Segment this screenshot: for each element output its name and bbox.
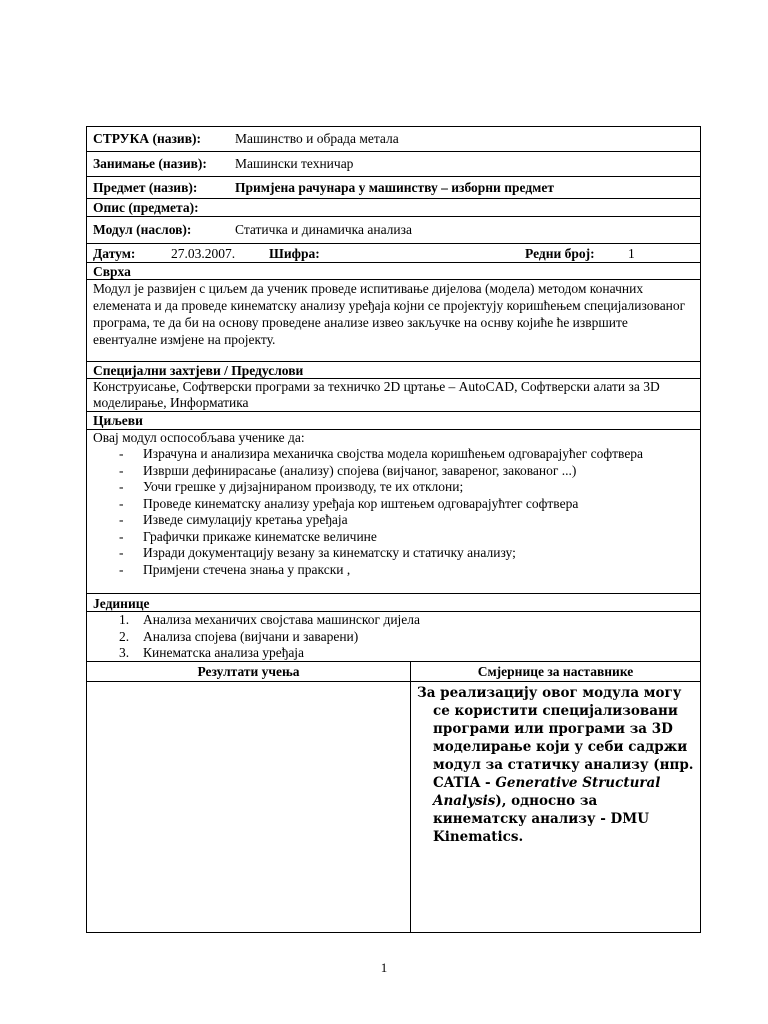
col-header-guidelines: Смјернице за наставнике	[477, 664, 634, 679]
preduslovi-text: Конструисање, Софтверски програми за техничко 2D цртање – AutoCAD, Софтверски алати за 3D моделирање, Информатика	[87, 379, 700, 412]
guidelines-text	[417, 684, 694, 846]
results-cell	[87, 682, 411, 932]
guide-text-part2: ), односно за кинематску анализу - DMU Kinematics.	[433, 793, 649, 845]
row-zanimanje	[87, 152, 700, 177]
predmet-value: Примјена рачунара у машинству – изборни предмет	[235, 179, 554, 195]
modul-value: Статичка и динамичка анализа	[235, 222, 412, 237]
datum-value: 27.03.2007.	[171, 245, 236, 261]
item-text: Анализа спојева (вијчани и заварени)	[143, 628, 359, 644]
list-item	[119, 612, 694, 629]
item-text: Кинематска анализа уређаја	[143, 645, 305, 660]
redni-value: 1	[628, 245, 635, 261]
ciljevi-title: Циљеви	[87, 412, 700, 430]
row-opis	[87, 199, 700, 217]
ciljevi-list	[93, 446, 694, 578]
jedinice-list	[93, 612, 694, 662]
svrha-title: Сврха	[87, 263, 700, 280]
struka-label: СТРУКА (назив):	[93, 131, 201, 146]
ciljevi-body	[87, 430, 700, 594]
list-item: - Израчуна и анализира механичка својства модела коришћењем одговарајућег софтвера	[119, 446, 694, 463]
guide-text-italic: Generative Structural Analysis	[433, 775, 661, 809]
list-item: - Проведе кинематску анализу уређаја кор иштењем одговарајућтег софтвера	[119, 496, 694, 513]
guide-text-part1: За реализацију овог модула могу се користити специјализовани програми или програми за 3D моделирање који у себи садржи модул за статичку анализу (нпр. CATIA -	[417, 685, 694, 791]
list-item: - Изведе симулацију кретања уређаја	[119, 512, 694, 529]
zanimanje-value: Машински техничар	[235, 156, 354, 171]
jedinice-body	[87, 612, 700, 662]
datum-label: Датум:	[93, 245, 136, 261]
list-item: - Уочи грешке у дијзајнираном производу, те их отклони;	[119, 479, 694, 496]
redni-label: Редни број:	[525, 245, 595, 261]
opis-label: Опис (предмета):	[93, 199, 199, 215]
row-datum	[87, 244, 700, 263]
row-modul	[87, 217, 700, 244]
list-item: - Изради документацију везану за кинематску и статичку анализу;	[119, 545, 694, 562]
table-header-row	[87, 662, 700, 682]
preduslovi-title: Специјални захтјеви / Предуслови	[87, 362, 700, 379]
item-text: Анализа механичих својстава машинског дијела	[143, 612, 421, 627]
page-number: 1	[380, 960, 388, 975]
item-number: 3.	[119, 645, 130, 660]
col-header-results: Резултати учења	[87, 662, 411, 681]
list-item	[119, 629, 694, 646]
list-item: - Изврши дефинирасање (анализу) спојева (вијчаног, завареног, закованог ...)	[119, 463, 694, 480]
jedinice-title: Јединице	[87, 594, 700, 612]
list-item	[119, 645, 694, 662]
zanimanje-label: Занимање (назив):	[93, 156, 207, 171]
list-item: - Графички прикаже кинематске величине	[119, 529, 694, 546]
guidelines-cell	[411, 682, 700, 932]
svrha-text: Модул је развијен с циљем да ученик проведе испитивање дијелова (модела) методом коначних елемената и да проведе кинематску анализу уређаја којни се пројектују коришћењем специјализованог програма, те да би на основу проведене анализе извео закључке на оснву којиће ће извршите евентуалне измјене на пројекту.	[87, 280, 700, 362]
item-number: 1.	[119, 612, 130, 627]
struka-value: Машинство и обрада метала	[235, 131, 399, 146]
modul-label: Модул (наслов):	[93, 222, 192, 237]
row-struka	[87, 127, 700, 152]
module-sheet	[86, 126, 701, 933]
ciljevi-intro: Овај модул оспособљава ученике да:	[93, 430, 305, 445]
row-predmet	[87, 177, 700, 199]
table-body-row	[87, 682, 700, 932]
item-number: 2.	[119, 628, 130, 644]
list-item: - Примјени стечена знања у пракски ,	[119, 562, 694, 579]
sifra-label: Шифра:	[269, 245, 320, 261]
predmet-label: Предмет (назив):	[93, 179, 198, 195]
